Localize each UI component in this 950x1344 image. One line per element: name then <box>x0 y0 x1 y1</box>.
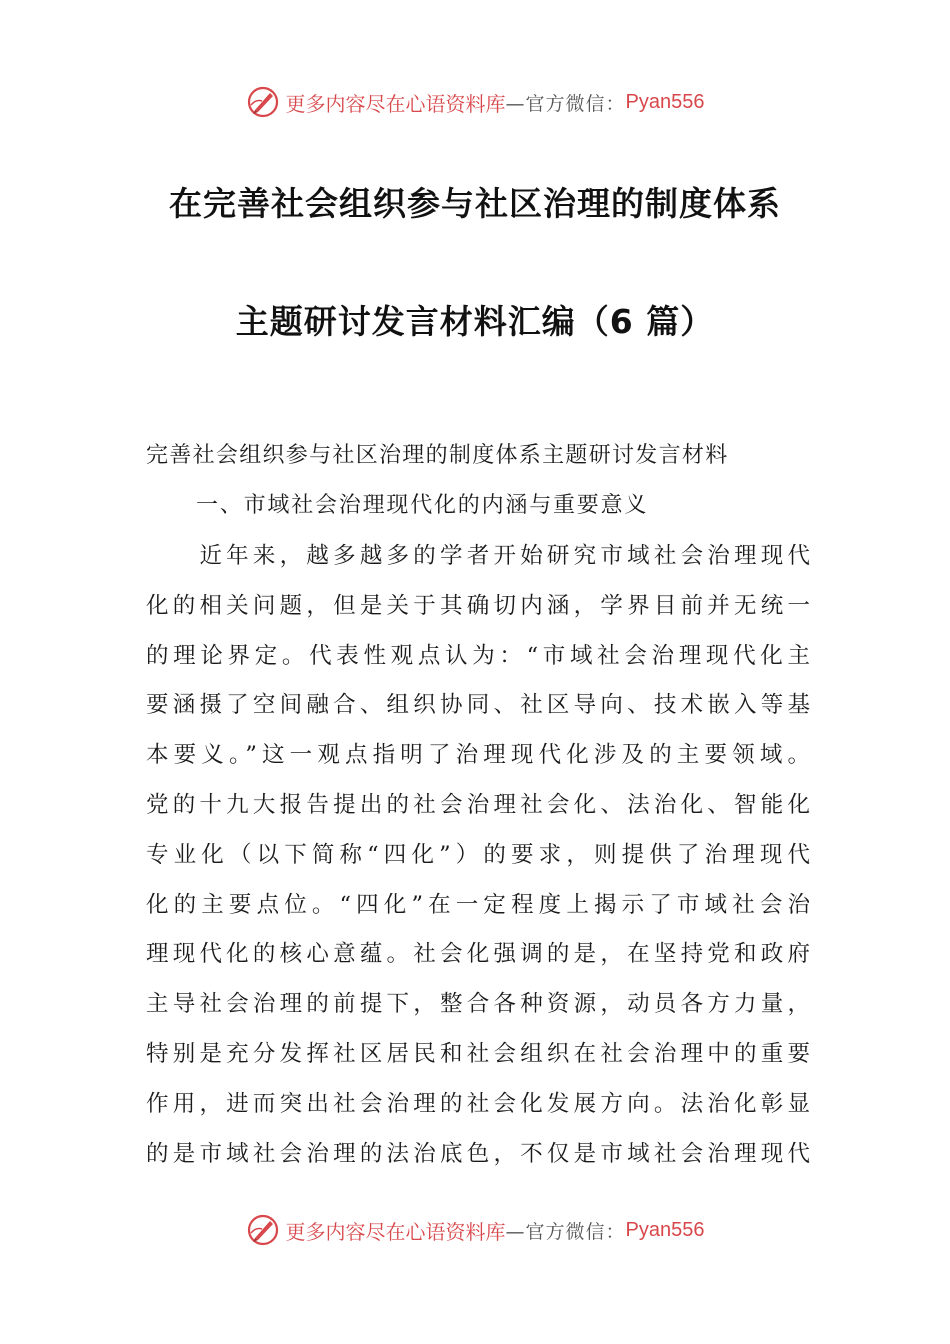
body-line: 要涵摄了空间融合、组织协同、社区导向、技术嵌入等基 <box>146 692 810 719</box>
body-paragraph <box>146 532 810 1179</box>
body-line: 特别是充分发挥社区居民和社会组织在社会治理中的重要 <box>146 1040 810 1067</box>
body-line: 作用，进而突出社会治理的社会化发展方向。法治化彰显 <box>146 1090 810 1117</box>
footer-banner <box>0 1210 950 1250</box>
body-line: 化的相关问题，但是关于其确切内涵，学界目前并无统一 <box>146 592 810 619</box>
banner-site-text: 更多内容尽在心语资料库 <box>285 91 506 116</box>
body-line: 主导社会治理的前提下，整合各种资源，动员各方力量， <box>146 991 810 1018</box>
body-line: 的是市域社会治理的法治底色，不仅是市域社会治理现代 <box>146 1140 810 1167</box>
document-title-line-1: 在完善社会组织参与社区治理的制度体系 <box>169 184 781 223</box>
header-banner <box>0 82 950 122</box>
document-title-line-2: 主题研讨发言材料汇编（6 篇） <box>235 302 715 341</box>
body-line: 化的主要点位。“四化”在一定程度上揭示了市域社会治 <box>146 891 810 918</box>
pen-logo-icon <box>246 1213 280 1247</box>
body-line: 理现代化的核心意蕴。社会化强调的是，在坚持党和政府 <box>146 941 810 968</box>
body-line: 专业化（以下简称“四化”）的要求，则提供了治理现代 <box>146 841 810 868</box>
body-line: 的理论界定。代表性观点认为：“市域社会治理现代化主 <box>146 642 810 669</box>
banner-wechat-id: Pyan556 <box>625 90 705 113</box>
section-heading: 一、市域社会治理现代化的内涵与重要意义 <box>196 493 649 518</box>
body-line: 党的十九大报告提出的社会治理社会化、法治化、智能化 <box>146 791 810 818</box>
pen-logo-icon <box>246 85 280 119</box>
document-subtitle: 完善社会组织参与社区治理的制度体系主题研讨发言材料 <box>146 443 729 468</box>
banner-wechat-id: Pyan556 <box>625 1218 705 1241</box>
body-line: 近年来，越多越多的学者开始研究市域社会治理现代 <box>146 543 810 569</box>
banner-middle-text: —官方微信： <box>505 92 626 115</box>
banner-middle-text: —官方微信： <box>505 1220 626 1243</box>
banner-site-text: 更多内容尽在心语资料库 <box>285 1219 506 1244</box>
body-line: 本要义。”这一观点指明了治理现代化涉及的主要领域。 <box>146 742 810 769</box>
